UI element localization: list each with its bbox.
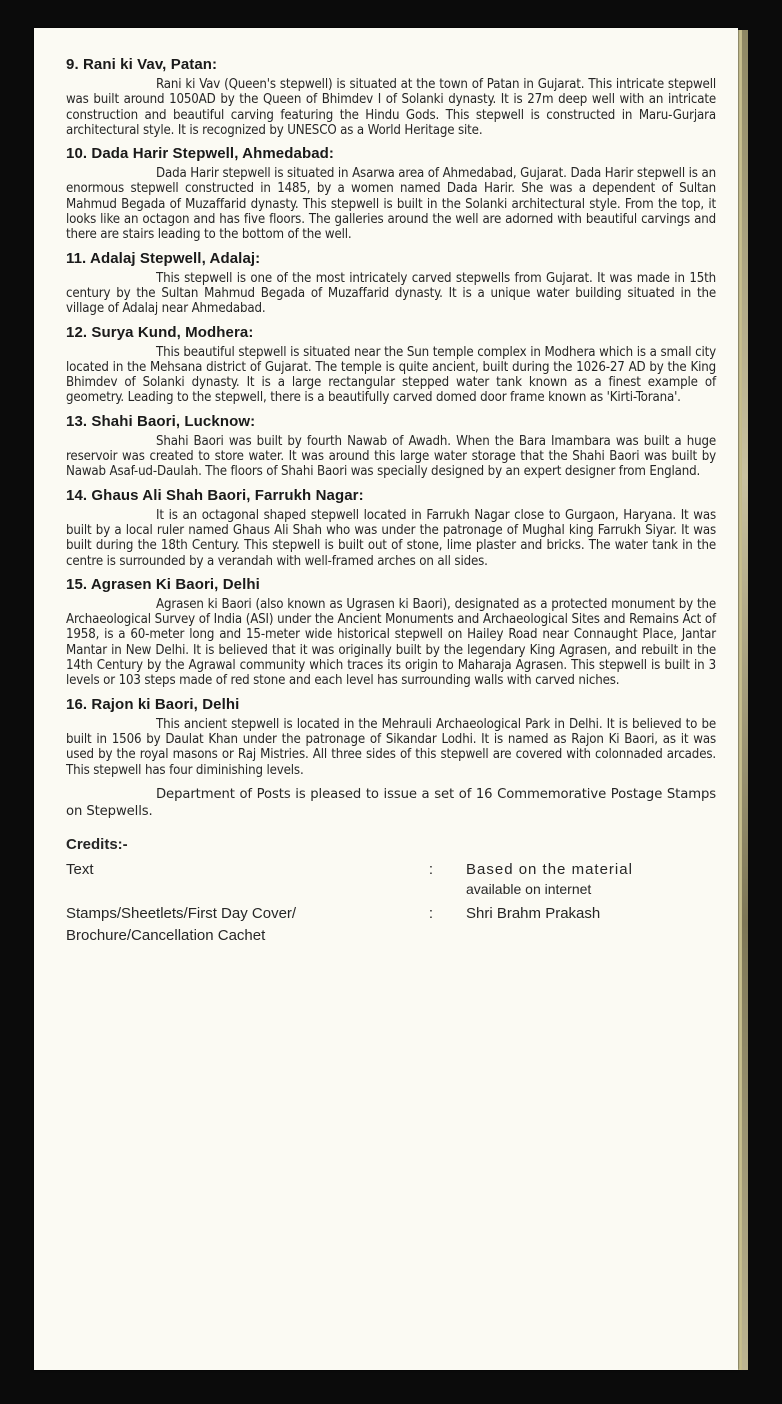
section-heading: 9. Rani ki Vav, Patan: <box>66 56 218 73</box>
section-heading: 11. Adalaj Stepwell, Adalaj: <box>66 249 261 267</box>
section-heading: 15. Agrasen Ki Baori, Delhi <box>66 575 260 593</box>
credit-separator: : <box>428 904 434 922</box>
credits-block <box>66 836 716 947</box>
stepwell-section <box>66 487 716 569</box>
credit-value-main: Shri Brahm Prakash <box>466 904 601 922</box>
stepwell-section <box>66 696 716 778</box>
stepwell-section <box>66 413 716 480</box>
credit-value <box>466 859 706 897</box>
stepwell-section <box>66 145 716 242</box>
section-body: Dada Harir stepwell is situated in Asarwa area of Ahmedabad, Gujarat. Dada Harir stepwell is an enormous stepwell constructed in 1485, by a women named Dada Harir. She was a dependent of Sultan Mahmud Begada of Muzaffarid dynasty. This stepwell is built in the Solanki architectural style. From the top, it looks like an octagon and has five floors. The galleries around the well are adorned with beautiful carvings and there are stairs leading to the bottom of the well. <box>66 166 716 243</box>
brochure-content <box>34 28 738 1370</box>
credit-value-sub: available on internet <box>466 880 592 897</box>
section-body: It is an octagonal shaped stepwell located in Farrukh Nagar close to Gurgaon, Haryana. It was built by a local ruler named Ghaus Ali Shah who was under the patronage of Mughal king Farrukh Siyar. It was built during the 18th Century. This stepwell is built out of stone, lime plaster and bricks. The water tank in the centre is surrounded by a verandah with well-framed arches on all sides. <box>66 507 716 569</box>
stepwell-section <box>66 250 716 317</box>
credit-value <box>466 903 706 947</box>
section-heading: 12. Surya Kund, Modhera: <box>66 323 254 341</box>
section-body: Agrasen ki Baori (also known as Ugrasen ki Baori), designated as a protected monument by the Archaeological Survey of India (ASI) under the Ancient Monuments and Archaeological Sites and Remains Act of 1958, is a 60-meter long and 15-meter wide historical stepwell on Hailey Road near Connaught Place, Jantar Mantar in New Delhi. It is believed that it was originally built by the legendary King Agrasen, and rebuilt in the 14th Century by the Agrawal community which traces its origin to Maharaja Agrasen. This stepwell is built in 3 levels or 103 steps made of red stone and each level has surrounding walls with carved niches. <box>66 596 716 689</box>
issue-notice: Department of Posts is pleased to issue a set of 16 Commemorative Postage Stamps on Stepwells. <box>66 786 716 819</box>
credit-value-main: Based on the material <box>466 860 633 878</box>
section-body: This stepwell is one of the most intricately carved stepwells from Gujarat. It was made in 15th century by the Sultan Mahmud Begada of Muzaffarid dynasty. It is a unique water building situated in the village of Adalaj near Ahmedabad. <box>66 270 716 317</box>
credit-label-line2: Brochure/Cancellation Cachet <box>66 926 266 944</box>
credit-separator: : <box>428 860 434 878</box>
credits-title: Credits:- <box>66 835 128 853</box>
section-body: This ancient stepwell is located in the Mehrauli Archaeological Park in Delhi. It is believed to be built in 1506 by Daulat Khan under the patronage of Sikandar Lodhi. It is named as Rajon Ki Baori, as it was used by the royal masons or Raj Mistries. All three sides of this stepwell are covered with colonnaded arcades. This stepwell has four diminishing levels. <box>66 716 716 778</box>
stepwell-sections <box>66 56 716 778</box>
section-heading: 14. Ghaus Ali Shah Baori, Farrukh Nagar: <box>66 486 364 504</box>
stepwell-section <box>66 324 716 406</box>
stepwell-section <box>66 576 716 689</box>
credit-label: Text <box>66 860 94 878</box>
section-heading: 16. Rajon ki Baori, Delhi <box>66 695 240 713</box>
credits-row-design <box>66 903 716 947</box>
stepwell-section <box>66 56 716 138</box>
section-body: This beautiful stepwell is situated near the Sun temple complex in Modhera which is a small city located in the Mehsana district of Gujarat. The temple is quite ancient, built during the 1026-27 AD by the King Bhimdev of Solanki dynasty. It is a large rectangular stepped water tank known as a finest example of geometry. Leading to the stepwell, there is a beautifully carved domed door frame known as 'Kirti-Torana'. <box>66 344 716 406</box>
credits-row-text <box>66 859 716 897</box>
section-body: Shahi Baori was built by fourth Nawab of Awadh. When the Bara Imambara was built a huge reservoir was created to store water. It was around this large water storage that the Shahi Baori was built by Nawab Asaf-ud-Daulah. The floors of Shahi Baori was specially designed by an expert designer from England. <box>66 433 716 480</box>
credit-label <box>66 903 396 947</box>
section-body: Rani ki Vav (Queen's stepwell) is situated at the town of Patan in Gujarat. This intricate stepwell was built around 1050AD by the Queen of Bhimdev I of Solanki dynasty. It is 27m deep well with an intricate construction and beautiful carving featuring the Hindu Gods. This stepwell is constructed in Maru-Gurjara architectural style. It is recognized by UNESCO as a World Heritage site. <box>66 77 716 138</box>
credit-label-line1: Stamps/Sheetlets/First Day Cover/ <box>66 904 297 922</box>
section-heading: 10. Dada Harir Stepwell, Ahmedabad: <box>66 145 335 163</box>
section-heading: 13. Shahi Baori, Lucknow: <box>66 412 256 430</box>
